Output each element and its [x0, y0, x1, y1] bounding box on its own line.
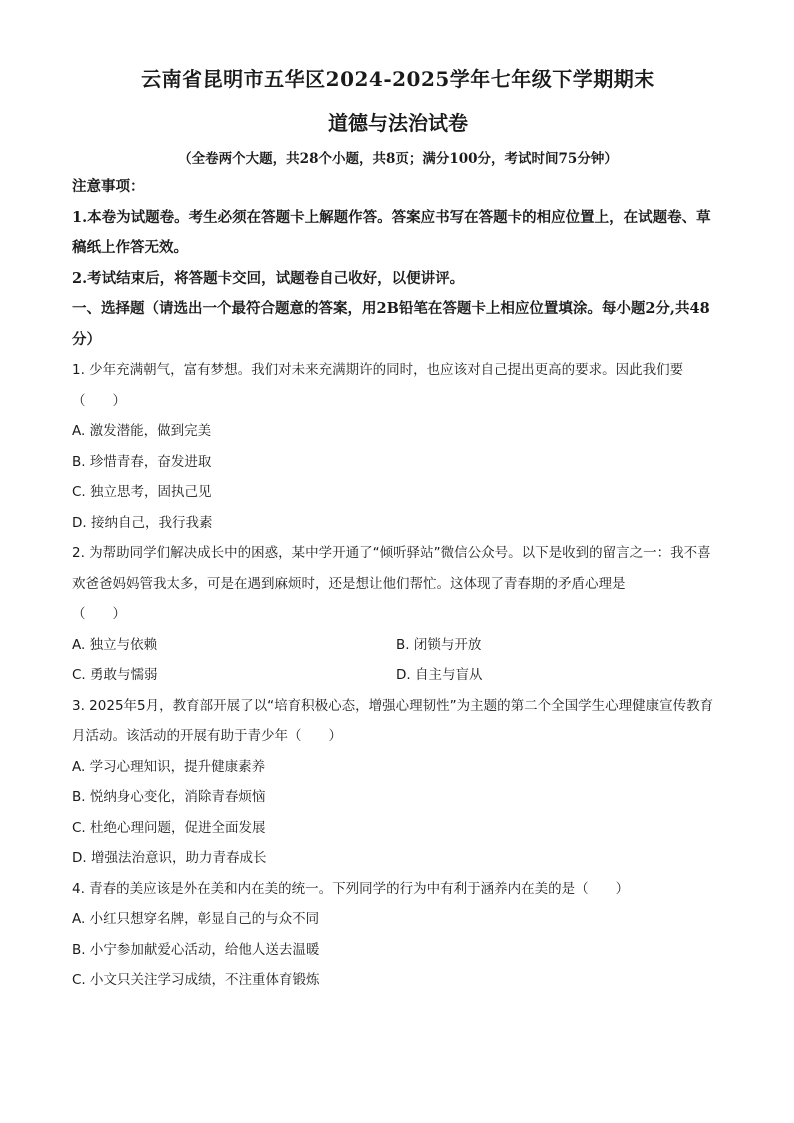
notice-heading: 注意事项： [72, 178, 145, 195]
answer-blank: （ ） [72, 606, 126, 622]
question-3 [72, 691, 724, 874]
option-a: A. 激发潜能，做到完美 [72, 423, 212, 439]
exam-subtitle: 道德与法治试卷 [328, 111, 468, 135]
exam-info: （全卷两个大题，共28个小题，共8页；满分100分，考试时间75分钟） [178, 151, 618, 167]
answer-blank: （ ） [72, 392, 126, 409]
option-b: B. 闭锁与开放 [396, 636, 482, 653]
option-d: D. 增强法治意识，助力青春成长 [72, 850, 267, 866]
notice-item-2: 2.考试结束后，将答题卡交回，试题卷自己收好，以便讲评。 [72, 269, 465, 287]
exam-page [72, 60, 724, 996]
option-a: A. 学习心理知识，提升健康素养 [72, 758, 266, 775]
option-d: D. 自主与盲从 [396, 667, 483, 683]
exam-title: 云南省昆明市五华区2024-2025学年七年级下学期期末 [141, 67, 655, 91]
notice-item-1: 1.本卷为试题卷。考生必须在答题卡上解题作答。答案应书写在答题卡的相应位置上，在试题卷、草稿纸上作答无效。 [72, 208, 711, 256]
section-heading: 一、选择题（请选出一个最符合题意的答案，用2B铅笔在答题卡上相应位置填涂。每小题2分,共48分） [72, 300, 710, 348]
option-c: C. 独立思考，固执己见 [72, 484, 212, 500]
option-c: C. 小文只关注学习成绩，不注重体育锻炼 [72, 972, 320, 988]
notice-block [72, 172, 724, 294]
question-stem: 2. 为帮助同学们解决成长中的困惑，某中学开通了“倾听驿站”微信公众号。以下是收到的留言之一：我不喜欢爸爸妈妈管我太多，可是在遇到麻烦时，还是想让他们帮忙。这体现了青春期的矛盾心理是 [72, 545, 711, 592]
question-stem: 3. 2025年5月，教育部开展了以“培育积极心态，增强心理韧性”为主题的第二个全国学生心理健康宣传教育月活动。该活动的开展有助于青少年（ ） [72, 697, 714, 744]
option-a: A. 独立与依赖 [72, 636, 158, 653]
option-grid [72, 630, 724, 691]
question-4 [72, 874, 724, 996]
option-b: B. 小宁参加献爱心活动，给他人送去温暖 [72, 941, 320, 958]
option-b: B. 珍惜青春，奋发进取 [72, 453, 212, 470]
option-a: A. 小红只想穿名牌，彰显自己的与众不同 [72, 911, 320, 927]
question-1 [72, 355, 724, 538]
question-stem: 4. 青春的美应该是外在美和内在美的统一。下列同学的行为中有利于涵养内在美的是（ ） [72, 880, 630, 897]
option-b: B. 悦纳身心变化，消除青春烦恼 [72, 789, 266, 805]
option-d: D. 接纳自己，我行我素 [72, 514, 213, 531]
option-c: C. 勇敢与懦弱 [72, 667, 158, 683]
question-2 [72, 538, 724, 691]
option-c: C. 杜绝心理问题，促进全面发展 [72, 819, 266, 836]
question-stem: 1. 少年充满朝气，富有梦想。我们对未来充满期许的同时，也应该对自己提出更高的要求。因此我们要 [72, 362, 684, 378]
